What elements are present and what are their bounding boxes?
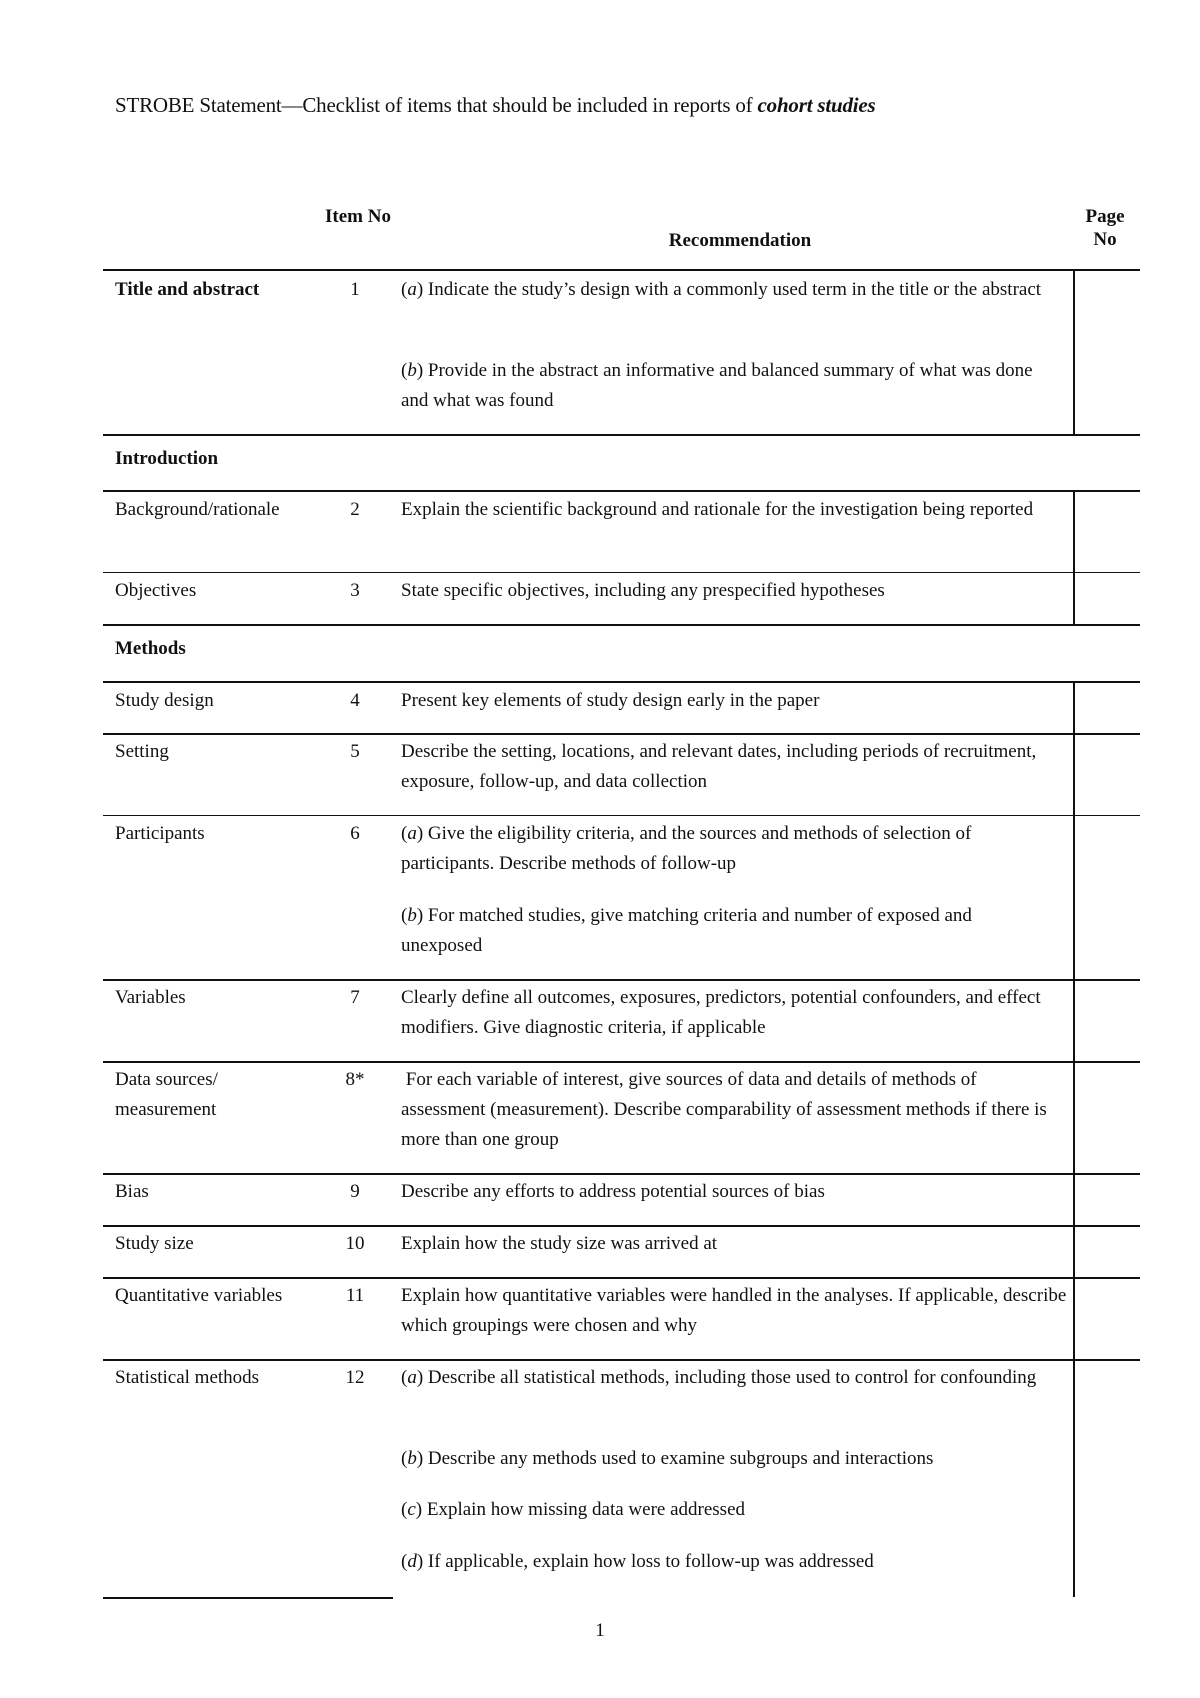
section-participants: Participants [115, 823, 205, 844]
rule-variables [103, 979, 1140, 981]
rec-4: Present key elements of study design early in the paper [401, 690, 820, 711]
section-data-sources [115, 1065, 218, 1125]
rule-study-size [103, 1225, 1140, 1227]
section-variables: Variables [115, 987, 186, 1008]
item-8: 8* [345, 1069, 365, 1090]
rule-bias [103, 1173, 1140, 1175]
rec-1a-text: Indicate the study’s design with a commonly used term in the title or the abstract [423, 279, 1042, 300]
title-emphasis: cohort studies [757, 93, 876, 117]
rule-header [103, 269, 1140, 271]
header-recommendation: Recommendation [668, 230, 812, 251]
title-text: STROBE Statement—Checklist of items that should be included in reports of [115, 93, 758, 117]
page-number: 1 [595, 1620, 605, 1641]
heading-methods: Methods [115, 638, 186, 659]
heading-introduction: Introduction [115, 448, 219, 469]
item-12: 12 [345, 1367, 365, 1388]
item-4: 4 [350, 690, 360, 711]
item-2: 2 [350, 499, 360, 520]
rule-introduction [103, 434, 1140, 436]
rec-12c: (c) Explain how missing data were addressed [401, 1499, 746, 1520]
rec-6b-text: For matched studies, give matching criteria and number of exposed and unexposed [401, 905, 972, 956]
rule-background [103, 490, 1140, 492]
section-data-sources-line1: Data sources/ [115, 1069, 218, 1090]
rec-12b-marker: b [407, 1448, 417, 1469]
section-data-sources-line2: measurement [115, 1099, 217, 1120]
rule-participants [103, 815, 1140, 816]
item-1: 1 [350, 279, 360, 300]
rec-1a-marker: a [407, 279, 417, 300]
rec-12d-text: If applicable, explain how loss to follow-up was addressed [423, 1551, 874, 1572]
item-9: 9 [350, 1181, 360, 1202]
section-bias: Bias [115, 1181, 149, 1202]
rule-study-design [103, 681, 1140, 683]
page-col-rule-2 [1073, 492, 1075, 624]
rec-12a: (a) Describe all statistical methods, including those used to control for confounding [401, 1367, 1037, 1388]
rec-3: State specific objectives, including any prespecified hypotheses [401, 580, 885, 601]
section-title-and-abstract: Title and abstract [115, 279, 260, 300]
rec-12a-text: Describe all statistical methods, including those used to control for confounding [423, 1367, 1037, 1388]
rec-12b: (b) Describe any methods used to examine subgroups and interactions [401, 1448, 934, 1469]
rule-quantitative [103, 1277, 1140, 1279]
rec-1b-marker: b [407, 360, 417, 381]
section-study-design: Study design [115, 690, 214, 711]
page-title [115, 93, 876, 118]
rec-8: For each variable of interest, give sources of data and details of methods of assessment (measurement). Describe comparability of assessment methods if there is more than one group [401, 1069, 1052, 1150]
rec-1b: (b) Provide in the abstract an informative and balanced summary of what was done and what was found [401, 360, 1033, 411]
rec-6b-marker: b [407, 905, 417, 926]
item-6: 6 [350, 823, 360, 844]
rule-bottom [103, 1597, 393, 1599]
rec-12d: (d) If applicable, explain how loss to follow-up was addressed [401, 1551, 874, 1572]
header-item-no: Item No [325, 206, 391, 227]
section-setting: Setting [115, 741, 169, 762]
rec-6a-marker: a [407, 823, 417, 844]
item-7: 7 [350, 987, 360, 1008]
rec-12b-text: Describe any methods used to examine subgroups and interactions [423, 1448, 934, 1469]
rule-objectives [103, 572, 1140, 573]
section-statistical: Statistical methods [115, 1367, 260, 1388]
item-5: 5 [350, 741, 360, 762]
rec-7: Clearly define all outcomes, exposures, predictors, potential confounders, and effect modifiers. Give diagnostic criteria, if applicable [401, 987, 1041, 1038]
section-quantitative: Quantitative variables [115, 1285, 283, 1306]
rec-6b: (b) For matched studies, give matching criteria and number of exposed and unexposed [401, 905, 972, 956]
rule-statistical [103, 1359, 1140, 1361]
rec-6a: (a) Give the eligibility criteria, and the sources and methods of selection of participants. Describe methods of follow-up [401, 823, 972, 874]
rec-9: Describe any efforts to address potential sources of bias [401, 1181, 825, 1202]
rec-12d-marker: d [407, 1551, 417, 1572]
item-3: 3 [350, 580, 360, 601]
rec-12a-marker: a [407, 1367, 417, 1388]
rule-setting [103, 733, 1140, 735]
section-objectives: Objectives [115, 580, 197, 601]
rec-1a: (a) Indicate the study’s design with a commonly used term in the title or the abstract [401, 279, 1042, 300]
rule-data-sources [103, 1061, 1140, 1063]
rec-11: Explain how quantitative variables were handled in the analyses. If applicable, describe which groupings were chosen and why [401, 1285, 1067, 1336]
item-10: 10 [345, 1233, 365, 1254]
rec-2: Explain the scientific background and rationale for the investigation being reported [401, 499, 1034, 520]
rec-5: Describe the setting, locations, and relevant dates, including periods of recruitment, exposure, follow-up, and data collection [401, 741, 1037, 792]
rec-6a-text: Give the eligibility criteria, and the sources and methods of selection of participants. Describe methods of follow-up [401, 823, 972, 874]
page-col-rule-3 [1073, 683, 1075, 1597]
page-col-rule-1 [1073, 271, 1075, 434]
header-page-no: Page No [1085, 206, 1125, 250]
rec-12c-text: Explain how missing data were addressed [422, 1499, 746, 1520]
rec-12c-marker: c [407, 1499, 416, 1520]
item-11: 11 [345, 1285, 365, 1306]
section-background: Background/rationale [115, 499, 280, 520]
rec-1b-text: Provide in the abstract an informative and balanced summary of what was done and what was found [401, 360, 1033, 411]
rule-methods [103, 624, 1140, 626]
section-study-size: Study size [115, 1233, 194, 1254]
rec-10: Explain how the study size was arrived at [401, 1233, 718, 1254]
